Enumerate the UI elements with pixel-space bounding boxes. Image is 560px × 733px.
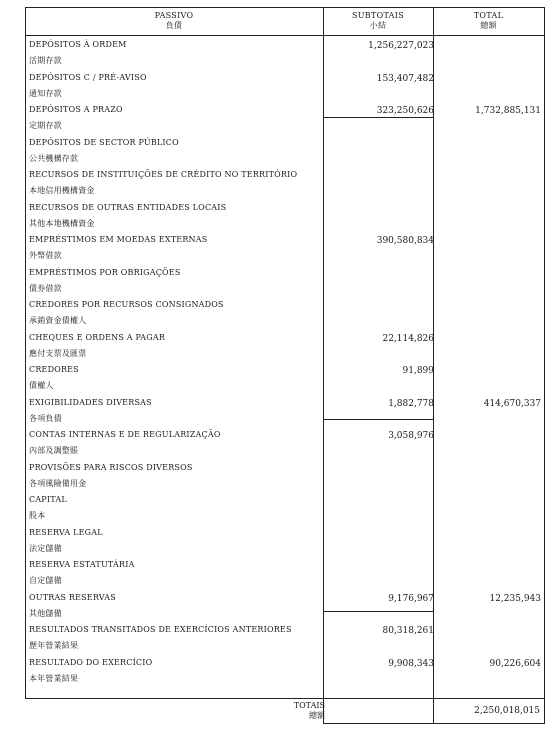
row-label: CREDORES POR RECURSOS CONSIGNADOS <box>29 300 224 309</box>
header-passivo <box>25 11 323 31</box>
row-label: 定期存款 <box>29 121 62 131</box>
row-label: 活期存款 <box>29 56 62 66</box>
row-label: 其他儲備 <box>29 608 62 618</box>
row-label: 各項負債 <box>29 413 62 423</box>
row-label: DEPÓSITOS C / PRÉ-AVISO <box>29 72 147 82</box>
row-label: DEPÓSITOS DE SECTOR PÚBLICO <box>29 137 179 147</box>
row-total: 12,235,943 <box>489 593 541 604</box>
row-label: 各項風險備用金 <box>29 478 87 488</box>
totals-value: 2,250,018,015 <box>474 706 540 716</box>
row-label: RESERVA LEGAL <box>29 527 103 537</box>
row-label: 其他本地機構資金 <box>29 218 95 228</box>
header-total-zh: 總額 <box>480 21 497 30</box>
row-label: 債券借款 <box>29 283 62 293</box>
row-label: CONTAS INTERNAS E DE REGULARIZAÇÃO <box>29 430 221 439</box>
subtotal-group-line-2 <box>323 419 433 420</box>
row-total: 1,732,885,131 <box>475 106 541 116</box>
totals-label-zh: 總額 <box>309 711 325 720</box>
row-label: 公共機構存款 <box>29 153 79 163</box>
row-subtotal: 323,250,626 <box>376 106 434 116</box>
row-label: 通知存款 <box>29 88 62 98</box>
row-label: 內部及調整賬 <box>29 446 79 456</box>
row-label: 股本 <box>29 511 46 521</box>
totals-label <box>294 701 325 721</box>
row-label: RECURSOS DE INSTITUIÇÕES DE CRÉDITO NO TERRITÓRIO <box>29 170 298 179</box>
row-label: OUTRAS RESERVAS <box>29 592 116 602</box>
row-subtotal: 3,058,976 <box>388 431 434 441</box>
header-subtotais-zh: 小結 <box>369 21 387 30</box>
row-label: CAPITAL <box>29 495 67 504</box>
totals-label-pt: TOTAIS <box>293 701 325 710</box>
row-label: CHEQUES E ORDENS A PAGAR <box>29 332 166 342</box>
row-label: 本地信用機構資金 <box>29 186 95 196</box>
row-label: 歷年營業結果 <box>29 641 79 651</box>
subtotal-group-line-1 <box>323 117 433 118</box>
row-label: PROVISÕES PARA RISCOS DIVERSOS <box>29 462 193 472</box>
row-subtotal: 91,899 <box>402 366 434 376</box>
row-subtotal: 80,318,261 <box>382 626 434 636</box>
row-label: 法定儲備 <box>29 543 62 553</box>
row-subtotal: 1,882,778 <box>388 398 434 409</box>
row-subtotal: 22,114,826 <box>382 333 434 344</box>
row-subtotal: 9,908,343 <box>388 658 434 669</box>
balance-sheet-liabilities <box>25 7 545 724</box>
row-label: DEPÓSITOS A PRAZO <box>29 105 123 114</box>
header-subtotais <box>323 11 433 31</box>
row-total: 414,670,337 <box>483 398 541 409</box>
header-divider <box>25 35 544 36</box>
row-total: 90,226,604 <box>489 658 541 669</box>
header-total-pt: TOTAL <box>473 11 504 20</box>
header-passivo-zh: 負債 <box>165 21 183 30</box>
row-subtotal: 153,407,482 <box>376 73 434 84</box>
totals-divider <box>433 697 434 723</box>
totals-box <box>323 697 545 724</box>
row-label: RESERVA ESTATUTÁRIA <box>29 560 135 569</box>
row-subtotal: 390,580,834 <box>376 236 434 246</box>
header-subtotais-pt: SUBTOTAIS <box>351 11 404 20</box>
row-label: DEPÓSITOS À ORDEM <box>29 40 127 49</box>
row-label: EMPRÉSTIMOS POR OBRIGAÇÕES <box>29 267 181 277</box>
row-label: RESULTADOS TRANSITADOS DE EXERCÍCIOS ANTERIORES <box>29 625 292 634</box>
row-subtotal: 1,256,227,023 <box>368 41 434 51</box>
row-label: 債權人 <box>29 381 54 391</box>
row-subtotal: 9,176,967 <box>388 593 434 604</box>
row-label: RECURSOS DE OUTRAS ENTIDADES LOCAIS <box>29 202 227 212</box>
row-label: 承銷資金債權人 <box>29 316 87 326</box>
column-divider-subtotal <box>323 7 324 697</box>
row-label: CREDORES <box>29 365 79 374</box>
row-label: 本年營業結果 <box>29 673 79 683</box>
row-label: 自定儲備 <box>29 576 62 586</box>
header-passivo-pt: PASSIVO <box>154 11 194 20</box>
header-total <box>433 11 544 31</box>
subtotal-group-line-3 <box>323 611 433 612</box>
row-label: EMPRÉSTIMOS EM MOEDAS EXTERNAS <box>29 235 208 244</box>
row-label: EXIGIBILIDADES DIVERSAS <box>29 397 152 407</box>
row-label: 應付支票及匯票 <box>29 348 87 358</box>
row-label: RESULTADO DO EXERCÍCIO <box>29 657 153 667</box>
row-label: 外幣借款 <box>29 251 62 261</box>
